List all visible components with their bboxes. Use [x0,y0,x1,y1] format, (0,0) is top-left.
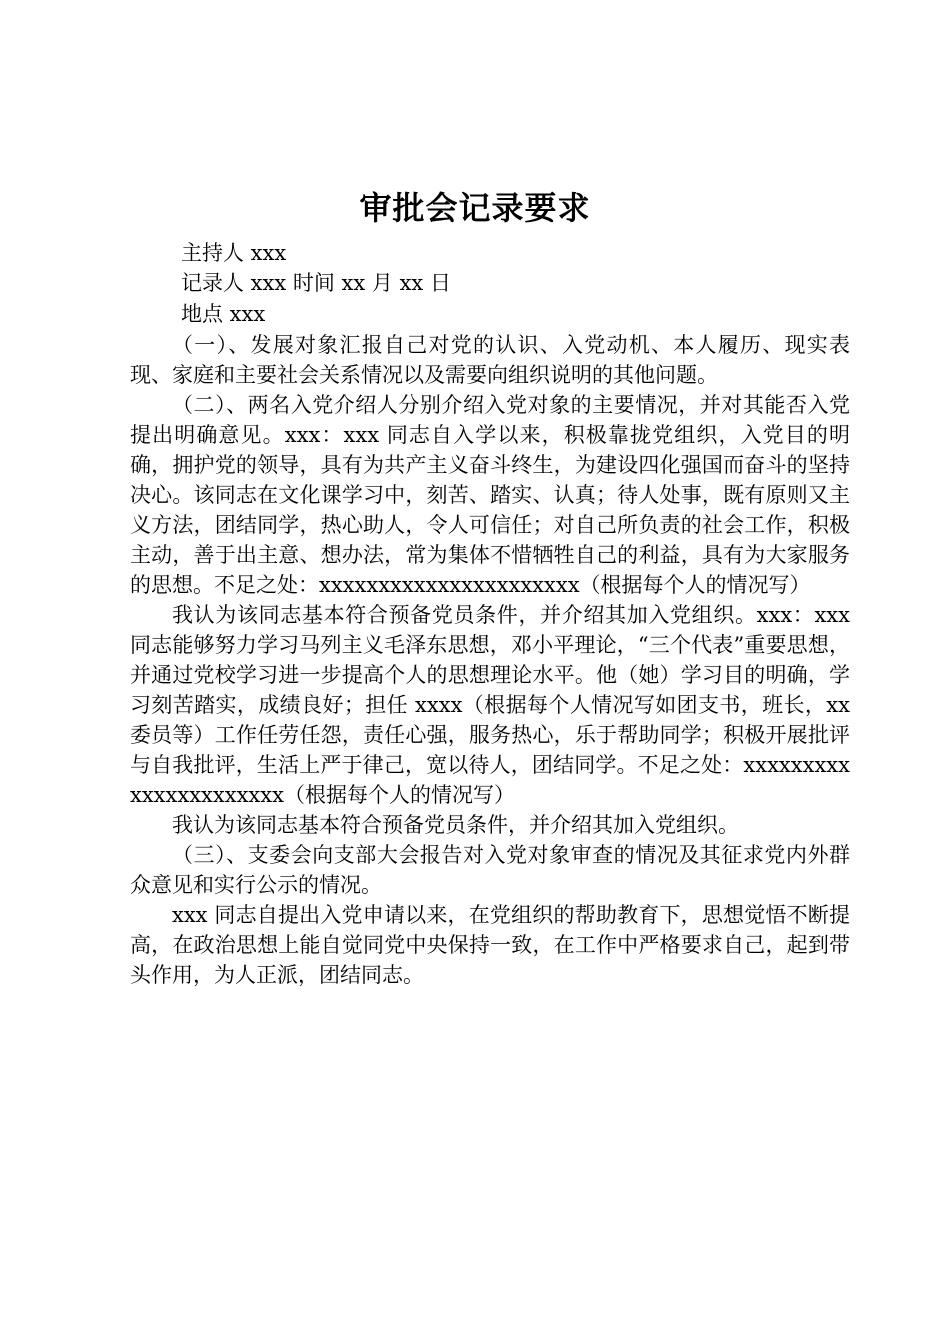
host-line: 主持人 xxx [181,241,287,265]
paragraph-4: 我认为该同志基本符合预备党员条件，并介绍其加入党组织。 [172,813,739,837]
paragraph-1: （一）、发展对象汇报自己对党的认识、入党动机、本人履历、现实表现、家庭和主要社会关系情况以及需要向组织说明的其他问题。 [130,333,850,387]
recorder-time-line: 记录人 xxx 时间 xx 月 xx 日 [181,271,451,295]
paragraph-3: 我认为该同志基本符合预备党员条件，并介绍其加入党组织。xxx：xxx 同志能够努力学习马列主义毛泽东思想，邓小平理论，“三个代表”重要思想，并通过党校学习进一步提高个人的思想理论水平。他（她）学习目的明确，学习刻苦踏实，成绩良好；担任 xxxx（根据每个人情况写如团支书，班长，xx 委员等）工作任劳任怨，责任心强，服务热心，乐于帮助同学；积极开展批评与自我批评，生活上严于律己，宽以待人，团结同学。不足之处：xxxxxxxxxxxxxxxxxxxxxx（根据每个人的情况写） [130,603,850,807]
location-line: 地点 xxx [181,302,266,326]
paragraph-6: xxx 同志自提出入党申请以来，在党组织的帮助教育下，思想觉悟不断提高，在政治思想上能自觉同党中央保持一致，在工作中严格要求自己，起到带头作用，为人正派，团结同志。 [130,903,850,987]
paragraph-2: （二）、两名入党介绍人分别介绍入党对象的主要情况，并对其能否入党提出明确意见。xxx：xxx 同志自入学以来，积极靠拢党组织，入党目的明确，拥护党的领导，具有为共产主义奋斗终生，为建设四化强国而奋斗的坚持决心。该同志在文化课学习中，刻苦、踏实、认真；待人处事，既有原则又主义方法，团结同学，热心助人，令人可信任；对自己所负责的社会工作，积极主动，善于出主意、想办法，常为集体不惜牺牲自己的利益，具有为大家服务的思想。不足之处：xxxxxxxxxxxxxxxxxxxxxx（根据每个人的情况写） [130,393,850,597]
document-title: 审批会记录要求 [359,189,591,227]
document-body [130,330,850,990]
paragraph-5: （三）、支委会向支部大会报告对入党对象审查的情况及其征求党内外群众意见和实行公示的情况。 [130,843,850,897]
